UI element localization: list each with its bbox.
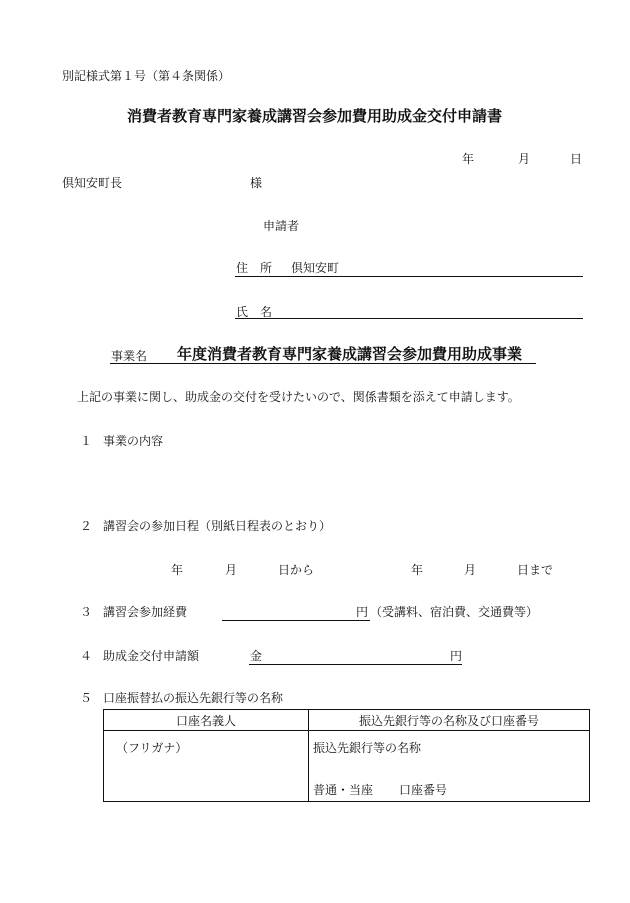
address-underline bbox=[235, 276, 583, 277]
from-year-label: 年 bbox=[171, 563, 184, 577]
to-year-label: 年 bbox=[411, 563, 424, 577]
to-month-label: 月 bbox=[464, 563, 477, 577]
application-statement: 上記の事業に関し、助成金の交付を受けたいので、関係書類を添えて申請します。 bbox=[77, 390, 520, 404]
amount-underline bbox=[249, 664, 462, 665]
date-year-label: 年 bbox=[462, 152, 475, 166]
name-label: 氏 名 bbox=[236, 305, 273, 319]
date-month-label: 月 bbox=[518, 152, 531, 166]
item1-number: １ bbox=[80, 434, 93, 448]
form-title: 消費者教育専門家養成講習会参加費用助成金交付申請書 bbox=[127, 107, 503, 125]
bank-info-header: 振込先銀行等の名称及び口座番号 bbox=[309, 710, 590, 731]
expense-unit: 円 bbox=[356, 605, 369, 619]
account-line bbox=[313, 781, 447, 798]
item2-number: ２ bbox=[80, 519, 93, 533]
addressee-name: 倶知安町長 bbox=[62, 176, 123, 190]
item1-label: 事業の内容 bbox=[103, 434, 164, 448]
account-type-label: 普通・当座 bbox=[313, 783, 374, 797]
item5-label: 口座振替払の振込先銀行等の名称 bbox=[103, 691, 284, 705]
amount-unit: 円 bbox=[450, 649, 463, 663]
applicant-heading: 申請者 bbox=[263, 219, 300, 233]
addressee-honorific: 様 bbox=[250, 176, 263, 190]
from-day-label: 日から bbox=[278, 563, 315, 577]
item3-label: 講習会参加経費 bbox=[103, 605, 188, 619]
address-value: 倶知安町 bbox=[291, 261, 340, 275]
item4-label: 助成金交付申請額 bbox=[103, 649, 200, 663]
item4-number: ４ bbox=[80, 649, 93, 663]
account-holder-cell[interactable] bbox=[104, 731, 309, 802]
project-underline bbox=[110, 363, 536, 364]
bank-account-table bbox=[103, 709, 590, 802]
item3-number: ３ bbox=[80, 605, 93, 619]
bank-table-row bbox=[104, 731, 590, 802]
expense-underline bbox=[222, 620, 370, 621]
from-month-label: 月 bbox=[225, 563, 238, 577]
account-number-label: 口座番号 bbox=[399, 783, 448, 797]
project-name: 年度消費者教育専門家養成講習会参加費用助成事業 bbox=[177, 345, 523, 363]
project-label: 事業名 bbox=[111, 349, 148, 363]
to-day-label: 日まで bbox=[517, 563, 554, 577]
furigana-label: （フリガナ） bbox=[116, 741, 188, 755]
amount-prefix: 金 bbox=[250, 649, 263, 663]
bank-table-header-row bbox=[104, 710, 590, 731]
bank-name-label: 振込先銀行等の名称 bbox=[313, 741, 422, 755]
account-holder-header: 口座名義人 bbox=[104, 710, 309, 731]
bank-info-cell[interactable] bbox=[309, 731, 590, 802]
form-reference: 別記様式第１号（第４条関係） bbox=[62, 69, 231, 83]
expense-note: （受講料、宿泊費、交通費等） bbox=[370, 605, 539, 619]
item2-label: 講習会の参加日程（別紙日程表のとおり） bbox=[103, 519, 332, 533]
address-label: 住 所 bbox=[236, 261, 273, 275]
date-day-label: 日 bbox=[570, 152, 583, 166]
name-underline bbox=[235, 318, 583, 319]
item5-number: ５ bbox=[80, 691, 93, 705]
